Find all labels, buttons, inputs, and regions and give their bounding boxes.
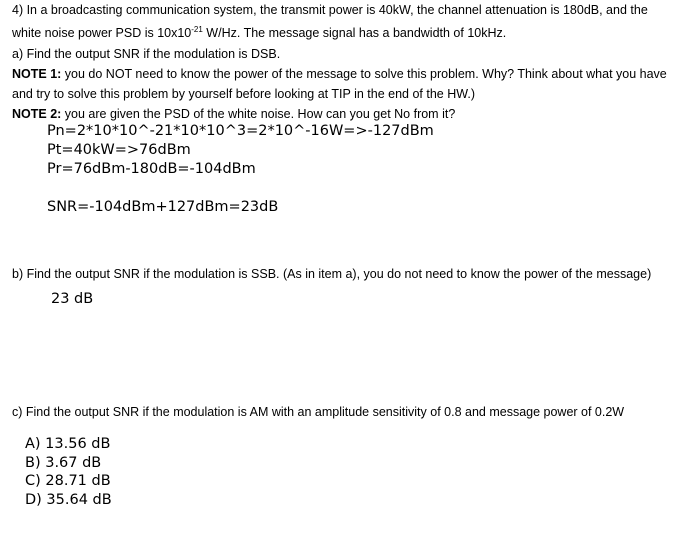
note-2-text: you are given the PSD of the white noise. How can you get No from it?: [61, 107, 456, 121]
part-c-question: c) Find the output SNR if the modulation is AM with an amplitude sensitivity of 0.8 and message power of 0.2W: [12, 405, 625, 419]
note-1-text: you do NOT need to know the power of the message to solve this problem. Why? Think about what you have: [61, 67, 667, 81]
note-1-label: NOTE 1:: [12, 67, 62, 81]
question-intro: [12, 0, 692, 43]
intro-line-2: [12, 20, 692, 43]
note-1-continued: and try to solve this problem by yourself before looking at TIP in the end of the HW.): [12, 87, 475, 101]
part-b-answer: 23 dB: [51, 291, 94, 307]
intro-exponent: -21: [191, 25, 203, 34]
part-b-question: b) Find the output SNR if the modulation is SSB. (As in item a), you do not need to know the power of the message): [12, 267, 652, 281]
calc-received-power: Pr=76dBm-180dB=-104dBm: [47, 161, 256, 177]
intro-line-2-start: white noise power PSD is 10x10: [12, 26, 192, 41]
option-b[interactable]: B) 3.67 dB: [25, 455, 102, 471]
calc-transmit-power: Pt=40kW=>76dBm: [47, 142, 191, 158]
snr-a-answer: SNR=-104dBm+127dBm=23dB: [47, 199, 279, 215]
option-a[interactable]: A) 13.56 dB: [25, 436, 111, 452]
part-a-question: a) Find the output SNR if the modulation is DSB.: [12, 47, 281, 61]
part-a-block: [12, 44, 692, 124]
option-d[interactable]: D) 35.64 dB: [25, 492, 112, 508]
note-2-label: NOTE 2:: [12, 107, 62, 121]
intro-line-2-end: W/Hz. The message signal has a bandwidth of 10kHz.: [202, 26, 507, 41]
note-1: [12, 64, 692, 84]
intro-line-1: 4) In a broadcasting communication system, the transmit power is 40kW, the channel attenuation is 180dB, and the: [12, 3, 648, 17]
option-c[interactable]: C) 28.71 dB: [25, 473, 111, 489]
note-2: [12, 104, 692, 124]
calc-noise-power: Pn=2*10*10^-21*10*10^3=2*10^-16W=>-127dBm: [47, 123, 434, 139]
